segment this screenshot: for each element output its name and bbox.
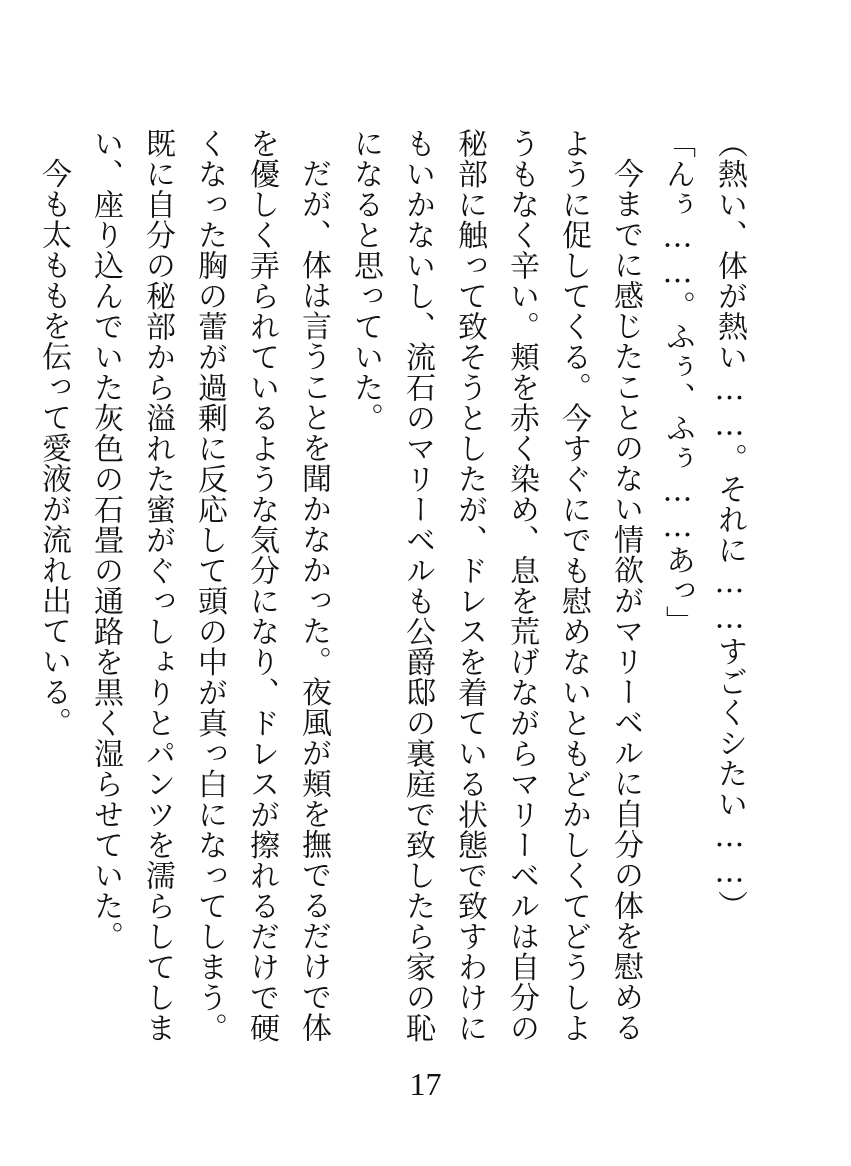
page-number: 17 xyxy=(409,1066,442,1102)
paragraph-narration: 今までに感じたことのない情欲がマリーベルに自分の体を慰めるように促してくる。今すぐにでも慰めないともどかしくてどうしようもなく辛い。頬を赤く染め、息を荒げながらマリーベルは自分の秘部に触って致そうとしたが、ドレスを着ている状態で致すわけにもいかないし、流石のマリーベルも公爵邸の裏庭で致したら家の恥になると思っていた。 xyxy=(348,128,643,1043)
paragraph-narration: だが、体は言うことを聞かなかった。夜風が頬を撫でるだけで体を優しく弄られているような気分になり、ドレスが擦れるだけで硬くなった胸の蕾が過剰に反応して頭の中が真っ白になってしまう。既に自分の秘部から溢れた蜜がぐっしょりとパンツを濡らしてしまい、座り込んでいた灰色の石畳の通路を黒く湿らせていた。 xyxy=(88,128,331,1043)
paragraph-monologue: （熱い、体が熱い……。それに……すごくシたい……） xyxy=(712,128,747,921)
paragraph-narration: 今も太ももを伝って愛液が流れ出ている。 xyxy=(36,158,71,738)
vertical-text-body xyxy=(27,128,755,1048)
paragraph-dialogue: 「んぅ……。ふぅ、ふぅ……あっ」 xyxy=(660,128,695,636)
